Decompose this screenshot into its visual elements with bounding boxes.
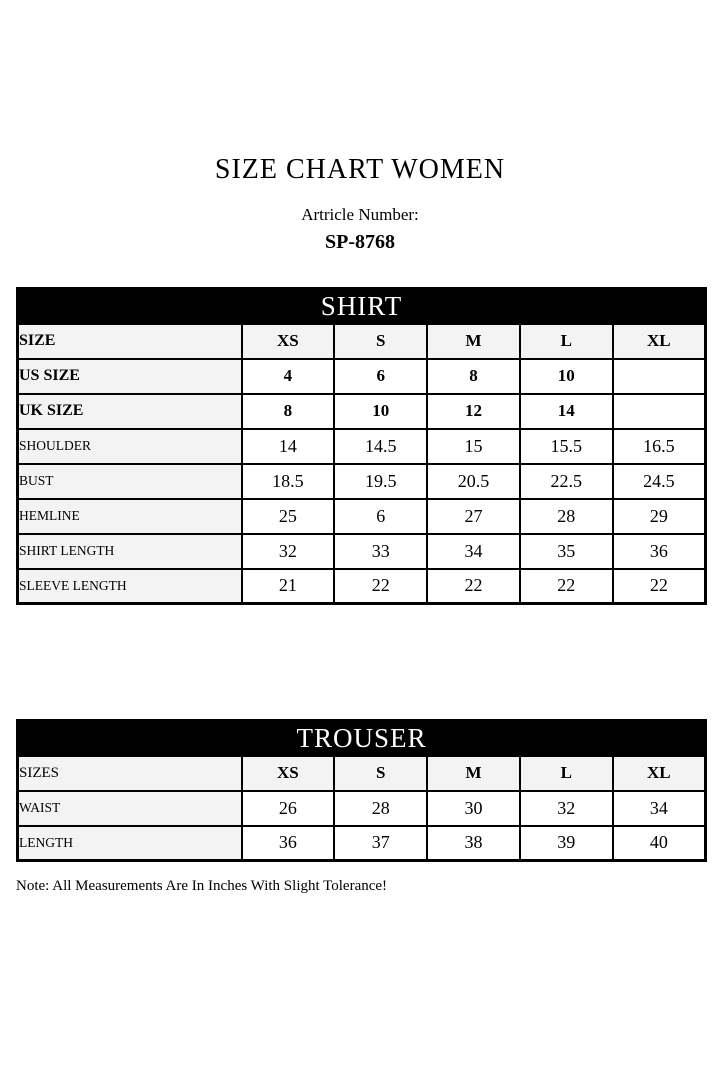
value-cell: 6 [334, 499, 427, 534]
size-col-s: S [334, 324, 427, 359]
size-col-xl: XL [613, 324, 706, 359]
article-number-label: Artricle Number: [301, 205, 419, 224]
value-cell: 21 [242, 569, 335, 604]
value-cell: 22 [334, 569, 427, 604]
value-cell: 40 [613, 826, 706, 861]
shirt-row-shirt-length [18, 534, 706, 569]
value-cell: 8 [242, 394, 335, 429]
value-cell: 28 [520, 499, 613, 534]
value-cell: 24.5 [613, 464, 706, 499]
size-col-s: S [334, 756, 427, 791]
measurement-note: Note: All Measurements Are In Inches With Slight Tolerance! [16, 878, 388, 894]
size-col-m: M [427, 756, 520, 791]
value-cell: 28 [334, 791, 427, 826]
value-cell: 22.5 [520, 464, 613, 499]
row-label: SLEEVE LENGTH [18, 569, 242, 604]
row-label: SHIRT LENGTH [18, 534, 242, 569]
shirt-row-bust [18, 464, 706, 499]
value-cell: 15.5 [520, 429, 613, 464]
row-label: HEMLINE [18, 499, 242, 534]
value-cell: 36 [242, 826, 335, 861]
shirt-header-row [18, 324, 706, 359]
trouser-row-waist [18, 791, 706, 826]
value-cell: 25 [242, 499, 335, 534]
value-cell: 8 [427, 359, 520, 394]
shirt-table-banner [18, 289, 706, 324]
trouser-size-table [16, 719, 707, 862]
row-label: US SIZE [18, 359, 242, 394]
value-cell: 34 [427, 534, 520, 569]
shirt-row-sleeve-length [18, 569, 706, 604]
trouser-row-length [18, 826, 706, 861]
value-cell: 14 [520, 394, 613, 429]
shirt-row-uk-size [18, 394, 706, 429]
value-cell: 16.5 [613, 429, 706, 464]
size-col-m: M [427, 324, 520, 359]
value-cell: 38 [427, 826, 520, 861]
row-label: WAIST [18, 791, 242, 826]
value-cell: 33 [334, 534, 427, 569]
size-col-l: L [520, 324, 613, 359]
value-cell: 14 [242, 429, 335, 464]
value-cell: 6 [334, 359, 427, 394]
value-cell: 26 [242, 791, 335, 826]
row-label: UK SIZE [18, 394, 242, 429]
value-cell: 22 [427, 569, 520, 604]
value-cell: 30 [427, 791, 520, 826]
value-cell: 15 [427, 429, 520, 464]
value-cell: 22 [613, 569, 706, 604]
trouser-header-label: SIZES [18, 756, 242, 791]
value-cell: 27 [427, 499, 520, 534]
trouser-table-title: TROUSER [18, 721, 706, 756]
shirt-size-table [16, 287, 707, 605]
article-number-value: SP-8768 [325, 231, 395, 253]
shirt-table-title: SHIRT [18, 289, 706, 324]
row-label: LENGTH [18, 826, 242, 861]
value-cell: 19.5 [334, 464, 427, 499]
value-cell: 18.5 [242, 464, 335, 499]
trouser-header-row [18, 756, 706, 791]
value-cell: 32 [520, 791, 613, 826]
value-cell: 39 [520, 826, 613, 861]
value-cell: 34 [613, 791, 706, 826]
value-cell: 10 [520, 359, 613, 394]
size-col-xs: XS [242, 756, 335, 791]
size-col-xl: XL [613, 756, 706, 791]
shirt-header-label: SIZE [18, 324, 242, 359]
size-col-xs: XS [242, 324, 335, 359]
value-cell: 20.5 [427, 464, 520, 499]
value-cell [613, 359, 706, 394]
shirt-row-shoulder [18, 429, 706, 464]
size-col-l: L [520, 756, 613, 791]
value-cell: 37 [334, 826, 427, 861]
value-cell: 35 [520, 534, 613, 569]
trouser-table-banner [18, 721, 706, 756]
value-cell: 22 [520, 569, 613, 604]
row-label: SHOULDER [18, 429, 242, 464]
value-cell: 29 [613, 499, 706, 534]
row-label: BUST [18, 464, 242, 499]
value-cell: 10 [334, 394, 427, 429]
value-cell: 12 [427, 394, 520, 429]
shirt-row-hemline [18, 499, 706, 534]
page-title: SIZE CHART WOMEN [214, 154, 506, 185]
value-cell [613, 394, 706, 429]
value-cell: 36 [613, 534, 706, 569]
value-cell: 14.5 [334, 429, 427, 464]
value-cell: 32 [242, 534, 335, 569]
shirt-row-us-size [18, 359, 706, 394]
value-cell: 4 [242, 359, 335, 394]
